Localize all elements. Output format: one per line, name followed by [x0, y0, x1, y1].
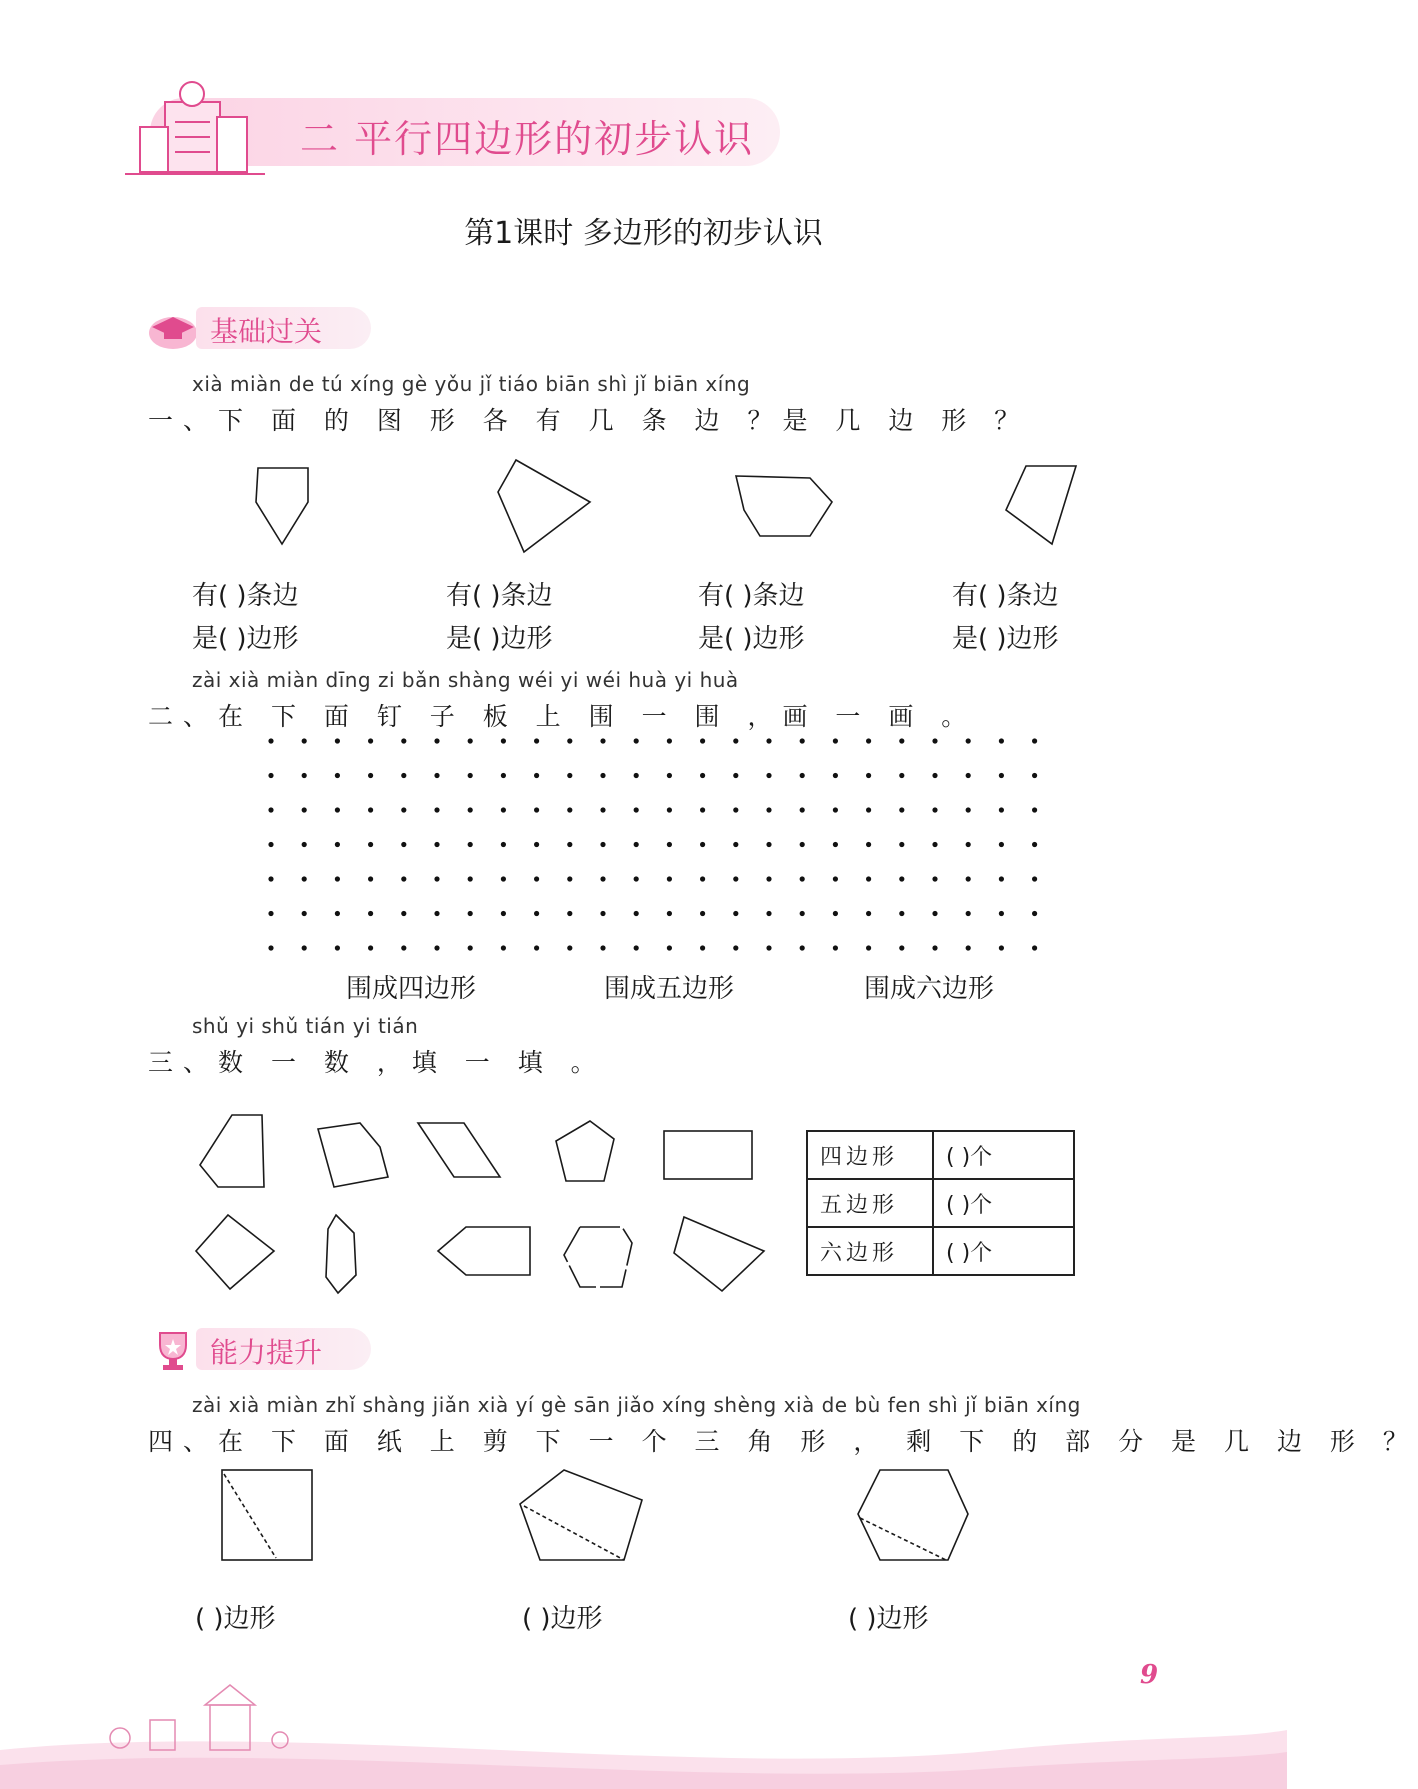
- section-title-advanced: 能力提升: [210, 1336, 323, 1369]
- peg-dot[interactable]: [899, 773, 904, 778]
- q1-edges-4: 有( )条边: [952, 581, 1059, 611]
- peg-dot[interactable]: [833, 911, 838, 916]
- peg-dot[interactable]: [966, 738, 971, 743]
- peg-dot[interactable]: [667, 773, 672, 778]
- peg-dot[interactable]: [1032, 945, 1037, 950]
- peg-dot[interactable]: [534, 842, 539, 847]
- peg-dot[interactable]: [434, 876, 439, 881]
- peg-dot[interactable]: [899, 842, 904, 847]
- q2-label-pentagon: 围成五边形: [604, 974, 735, 1004]
- peg-dot[interactable]: [634, 738, 639, 743]
- peg-dot[interactable]: [302, 773, 307, 778]
- peg-dot[interactable]: [534, 807, 539, 812]
- q1-text: 一、下 面 的 图 形 各 有 几 条 边 ？是 几 边 形 ？: [148, 406, 1030, 435]
- peg-dot[interactable]: [733, 911, 738, 916]
- q3-shape-9: [564, 1227, 632, 1287]
- peg-dot[interactable]: [733, 773, 738, 778]
- peg-dot[interactable]: [401, 842, 406, 847]
- peg-dot[interactable]: [700, 945, 705, 950]
- peg-dot[interactable]: [866, 876, 871, 881]
- peg-dot[interactable]: [966, 876, 971, 881]
- peg-dot[interactable]: [335, 911, 340, 916]
- peg-dot[interactable]: [302, 945, 307, 950]
- peg-dot[interactable]: [534, 911, 539, 916]
- row-value[interactable]: ( )个: [933, 1179, 1074, 1227]
- peg-dot[interactable]: [766, 842, 771, 847]
- row-label: 五边形: [807, 1179, 933, 1227]
- peg-dot[interactable]: [335, 738, 340, 743]
- q4-answer-2: ( )边形: [522, 1604, 603, 1634]
- peg-dot[interactable]: [434, 911, 439, 916]
- peg-dot[interactable]: [302, 842, 307, 847]
- peg-dot[interactable]: [999, 738, 1004, 743]
- q1-edges-3: 有( )条边: [698, 581, 805, 611]
- peg-dot[interactable]: [567, 738, 572, 743]
- chapter-title: 二 平行四边形的初步认识: [300, 117, 755, 161]
- peg-dot[interactable]: [468, 945, 473, 950]
- peg-dot[interactable]: [932, 945, 937, 950]
- peg-dot[interactable]: [368, 773, 373, 778]
- peg-dot[interactable]: [999, 876, 1004, 881]
- peg-dot[interactable]: [899, 876, 904, 881]
- peg-dot[interactable]: [667, 911, 672, 916]
- peg-dot[interactable]: [401, 911, 406, 916]
- q4-pinyin: zài xià miàn zhǐ shàng jiǎn xià yí gè sān jiǎo xíng shèng xià de bù fen shì jǐ biān xíng: [192, 1393, 1081, 1417]
- peg-dot[interactable]: [999, 945, 1004, 950]
- peg-dot[interactable]: [567, 945, 572, 950]
- peg-dot[interactable]: [999, 911, 1004, 916]
- peg-dot[interactable]: [268, 945, 273, 950]
- peg-dot[interactable]: [634, 773, 639, 778]
- graduation-cap-icon: [146, 307, 200, 351]
- peg-dot[interactable]: [368, 842, 373, 847]
- peg-dot[interactable]: [833, 807, 838, 812]
- peg-dot[interactable]: [733, 876, 738, 881]
- school-building-icon: [125, 72, 275, 182]
- peg-dot[interactable]: [800, 911, 805, 916]
- q1-quadrilateral-shape-2: [1006, 466, 1076, 544]
- peg-dot[interactable]: [866, 807, 871, 812]
- q1-edges-2: 有( )条边: [446, 581, 553, 611]
- table-row: [807, 1227, 1074, 1275]
- q3-shape-6: [196, 1215, 274, 1289]
- peg-dot[interactable]: [766, 807, 771, 812]
- q4-pentagon-shape: [520, 1470, 642, 1560]
- peg-dot[interactable]: [468, 876, 473, 881]
- peg-dot[interactable]: [932, 807, 937, 812]
- q4-answer-3: ( )边形: [848, 1604, 929, 1634]
- q3-shape-7: [326, 1215, 356, 1293]
- peg-dot[interactable]: [401, 807, 406, 812]
- peg-dot[interactable]: [899, 738, 904, 743]
- peg-dot[interactable]: [401, 876, 406, 881]
- peg-dot[interactable]: [932, 773, 937, 778]
- peg-dot[interactable]: [733, 842, 738, 847]
- peg-dot[interactable]: [866, 911, 871, 916]
- peg-dot[interactable]: [401, 773, 406, 778]
- peg-dot[interactable]: [501, 842, 506, 847]
- peg-dot[interactable]: [468, 842, 473, 847]
- peg-dot[interactable]: [368, 911, 373, 916]
- lesson-title: 第1课时 多边形的初步认识: [464, 216, 823, 251]
- peg-dot[interactable]: [434, 738, 439, 743]
- peg-dot[interactable]: [368, 738, 373, 743]
- peg-dot[interactable]: [866, 773, 871, 778]
- peg-dot[interactable]: [866, 842, 871, 847]
- peg-dot[interactable]: [434, 807, 439, 812]
- castle-icon: [110, 1685, 288, 1750]
- table-row: [807, 1179, 1074, 1227]
- peg-dot[interactable]: [501, 738, 506, 743]
- peg-dot[interactable]: [899, 911, 904, 916]
- peg-dot[interactable]: [468, 738, 473, 743]
- footer-decoration: [0, 1680, 1287, 1789]
- peg-dot[interactable]: [1032, 876, 1037, 881]
- peg-dot[interactable]: [468, 773, 473, 778]
- peg-dot[interactable]: [766, 911, 771, 916]
- peg-dot[interactable]: [700, 876, 705, 881]
- peg-dot[interactable]: [1032, 773, 1037, 778]
- peg-dot[interactable]: [966, 842, 971, 847]
- peg-dot[interactable]: [268, 876, 273, 881]
- q3-shape-3: [418, 1123, 500, 1177]
- row-value[interactable]: ( )个: [933, 1131, 1074, 1179]
- peg-dot[interactable]: [766, 738, 771, 743]
- peg-dot[interactable]: [634, 876, 639, 881]
- peg-dot[interactable]: [999, 773, 1004, 778]
- peg-dot[interactable]: [468, 807, 473, 812]
- q3-shape-8: [438, 1227, 530, 1275]
- q1-kind-4: 是( )边形: [952, 624, 1059, 654]
- peg-dot[interactable]: [567, 773, 572, 778]
- peg-dot[interactable]: [534, 876, 539, 881]
- peg-dot[interactable]: [600, 773, 605, 778]
- q2-pinyin: zài xià miàn dīng zi bǎn shàng wéi yi wéi huà yi huà: [192, 668, 739, 692]
- peg-dot[interactable]: [700, 842, 705, 847]
- peg-dot[interactable]: [268, 773, 273, 778]
- q4-square-shape: [222, 1470, 312, 1560]
- q1-hexagon-shape: [736, 476, 832, 536]
- peg-dot[interactable]: [833, 738, 838, 743]
- peg-dot[interactable]: [932, 876, 937, 881]
- peg-dot[interactable]: [667, 876, 672, 881]
- peg-dot[interactable]: [567, 911, 572, 916]
- peg-dot[interactable]: [368, 876, 373, 881]
- peg-dot[interactable]: [800, 876, 805, 881]
- peg-dot[interactable]: [1032, 842, 1037, 847]
- peg-dot[interactable]: [932, 738, 937, 743]
- peg-dot[interactable]: [302, 807, 307, 812]
- peg-dot[interactable]: [534, 945, 539, 950]
- q1-quadrilateral-shape: [498, 460, 590, 552]
- peg-dot[interactable]: [335, 807, 340, 812]
- peg-dot[interactable]: [667, 807, 672, 812]
- page-number: 9: [1140, 1660, 1159, 1690]
- peg-dot[interactable]: [434, 842, 439, 847]
- peg-dot[interactable]: [899, 945, 904, 950]
- peg-dot[interactable]: [733, 945, 738, 950]
- peg-dot[interactable]: [833, 773, 838, 778]
- peg-dot[interactable]: [600, 876, 605, 881]
- q3-pinyin: shǔ yi shǔ tián yi tián: [192, 1014, 419, 1038]
- peg-dot[interactable]: [932, 842, 937, 847]
- peg-dot[interactable]: [600, 738, 605, 743]
- peg-dot[interactable]: [800, 738, 805, 743]
- peg-dot[interactable]: [302, 911, 307, 916]
- peg-dot[interactable]: [302, 876, 307, 881]
- peg-dot[interactable]: [966, 773, 971, 778]
- peg-dot[interactable]: [1032, 807, 1037, 812]
- q2-text: 二、在 下 面 钉 子 板 上 围 一 围 ，画 一 画 。: [148, 702, 977, 731]
- q1-shapes: [200, 450, 1120, 560]
- row-label: 六边形: [807, 1227, 933, 1275]
- section-title-basic: 基础过关: [210, 315, 323, 348]
- peg-dot[interactable]: [800, 773, 805, 778]
- q4-shapes: [200, 1462, 1000, 1572]
- q3-shapes: [190, 1105, 780, 1305]
- q1-kind-1: 是( )边形: [192, 624, 299, 654]
- peg-dot[interactable]: [567, 876, 572, 881]
- peg-dot[interactable]: [667, 842, 672, 847]
- peg-dot[interactable]: [966, 945, 971, 950]
- peg-dot[interactable]: [833, 842, 838, 847]
- peg-dot[interactable]: [567, 807, 572, 812]
- peg-dot[interactable]: [600, 911, 605, 916]
- count-table: [806, 1130, 1075, 1276]
- q2-label-hexagon: 围成六边形: [864, 974, 995, 1004]
- q1-kind-2: 是( )边形: [446, 624, 553, 654]
- peg-dot[interactable]: [999, 842, 1004, 847]
- peg-dot[interactable]: [600, 842, 605, 847]
- q3-text: 三、数 一 数 ，填 一 填 。: [148, 1048, 606, 1077]
- q3-shape-2: [318, 1123, 388, 1187]
- q1-pinyin: xià miàn de tú xíng gè yǒu jǐ tiáo biān shì jǐ biān xíng: [192, 372, 751, 396]
- q3-shape-1: [200, 1115, 264, 1187]
- peg-dot[interactable]: [634, 807, 639, 812]
- peg-dot[interactable]: [667, 945, 672, 950]
- peg-dot[interactable]: [335, 842, 340, 847]
- peg-dot[interactable]: [766, 876, 771, 881]
- peg-dot[interactable]: [302, 738, 307, 743]
- q4-text: 四、在 下 面 纸 上 剪 下 一 个 三 角 形 ， 剩 下 的 部 分 是 几 边 形 ？: [148, 1427, 1418, 1456]
- peg-dot[interactable]: [833, 945, 838, 950]
- peg-dot[interactable]: [899, 807, 904, 812]
- peg-dot[interactable]: [368, 807, 373, 812]
- peg-dot[interactable]: [766, 773, 771, 778]
- q4-answer-1: ( )边形: [195, 1604, 276, 1634]
- peg-dot[interactable]: [634, 945, 639, 950]
- q4-hexagon-shape: [858, 1470, 968, 1560]
- q1-pentagon-shape: [256, 468, 308, 544]
- peg-dot[interactable]: [434, 773, 439, 778]
- peg-dot[interactable]: [667, 738, 672, 743]
- peg-dot[interactable]: [501, 807, 506, 812]
- peg-dot[interactable]: [700, 773, 705, 778]
- q3-shape-5: [664, 1131, 752, 1179]
- peg-dot[interactable]: [534, 773, 539, 778]
- row-value[interactable]: ( )个: [933, 1227, 1074, 1275]
- peg-dot[interactable]: [966, 911, 971, 916]
- peg-dot[interactable]: [501, 945, 506, 950]
- peg-dot[interactable]: [700, 911, 705, 916]
- peg-dot[interactable]: [932, 911, 937, 916]
- peg-dot[interactable]: [800, 807, 805, 812]
- q1-kind-3: 是( )边形: [698, 624, 805, 654]
- peg-dot[interactable]: [1032, 738, 1037, 743]
- peg-dot[interactable]: [534, 738, 539, 743]
- peg-dot[interactable]: [1032, 911, 1037, 916]
- peg-dot[interactable]: [866, 945, 871, 950]
- peg-dot[interactable]: [268, 807, 273, 812]
- peg-dot[interactable]: [401, 738, 406, 743]
- row-label: 四边形: [807, 1131, 933, 1179]
- q2-label-quadrilateral: 围成四边形: [346, 974, 477, 1004]
- peg-dot[interactable]: [335, 945, 340, 950]
- peg-dot[interactable]: [268, 911, 273, 916]
- peg-dot[interactable]: [401, 945, 406, 950]
- peg-dot[interactable]: [335, 876, 340, 881]
- peg-dot[interactable]: [634, 842, 639, 847]
- peg-dot[interactable]: [733, 807, 738, 812]
- peg-dot[interactable]: [501, 876, 506, 881]
- peg-dot[interactable]: [966, 807, 971, 812]
- peg-dot[interactable]: [733, 738, 738, 743]
- peg-dot[interactable]: [600, 945, 605, 950]
- peg-dot[interactable]: [567, 842, 572, 847]
- peg-dot[interactable]: [800, 842, 805, 847]
- peg-dot[interactable]: [600, 807, 605, 812]
- peg-dot[interactable]: [800, 945, 805, 950]
- q3-shape-4: [556, 1121, 614, 1181]
- peg-dot[interactable]: [999, 807, 1004, 812]
- trophy-icon: [150, 1329, 196, 1373]
- peg-dot[interactable]: [434, 945, 439, 950]
- peg-dot[interactable]: [866, 738, 871, 743]
- peg-dot[interactable]: [335, 773, 340, 778]
- peg-board[interactable]: [265, 733, 1043, 953]
- peg-dot[interactable]: [700, 738, 705, 743]
- q3-shape-10: [674, 1217, 764, 1291]
- peg-dot[interactable]: [501, 911, 506, 916]
- peg-dot[interactable]: [268, 842, 273, 847]
- peg-dot[interactable]: [468, 911, 473, 916]
- peg-dot[interactable]: [700, 807, 705, 812]
- peg-dot[interactable]: [501, 773, 506, 778]
- q1-edges-1: 有( )条边: [192, 581, 299, 611]
- peg-dot[interactable]: [268, 738, 273, 743]
- table-row: [807, 1131, 1074, 1179]
- peg-dot[interactable]: [368, 945, 373, 950]
- peg-dot[interactable]: [766, 945, 771, 950]
- peg-dot[interactable]: [634, 911, 639, 916]
- peg-dot[interactable]: [833, 876, 838, 881]
